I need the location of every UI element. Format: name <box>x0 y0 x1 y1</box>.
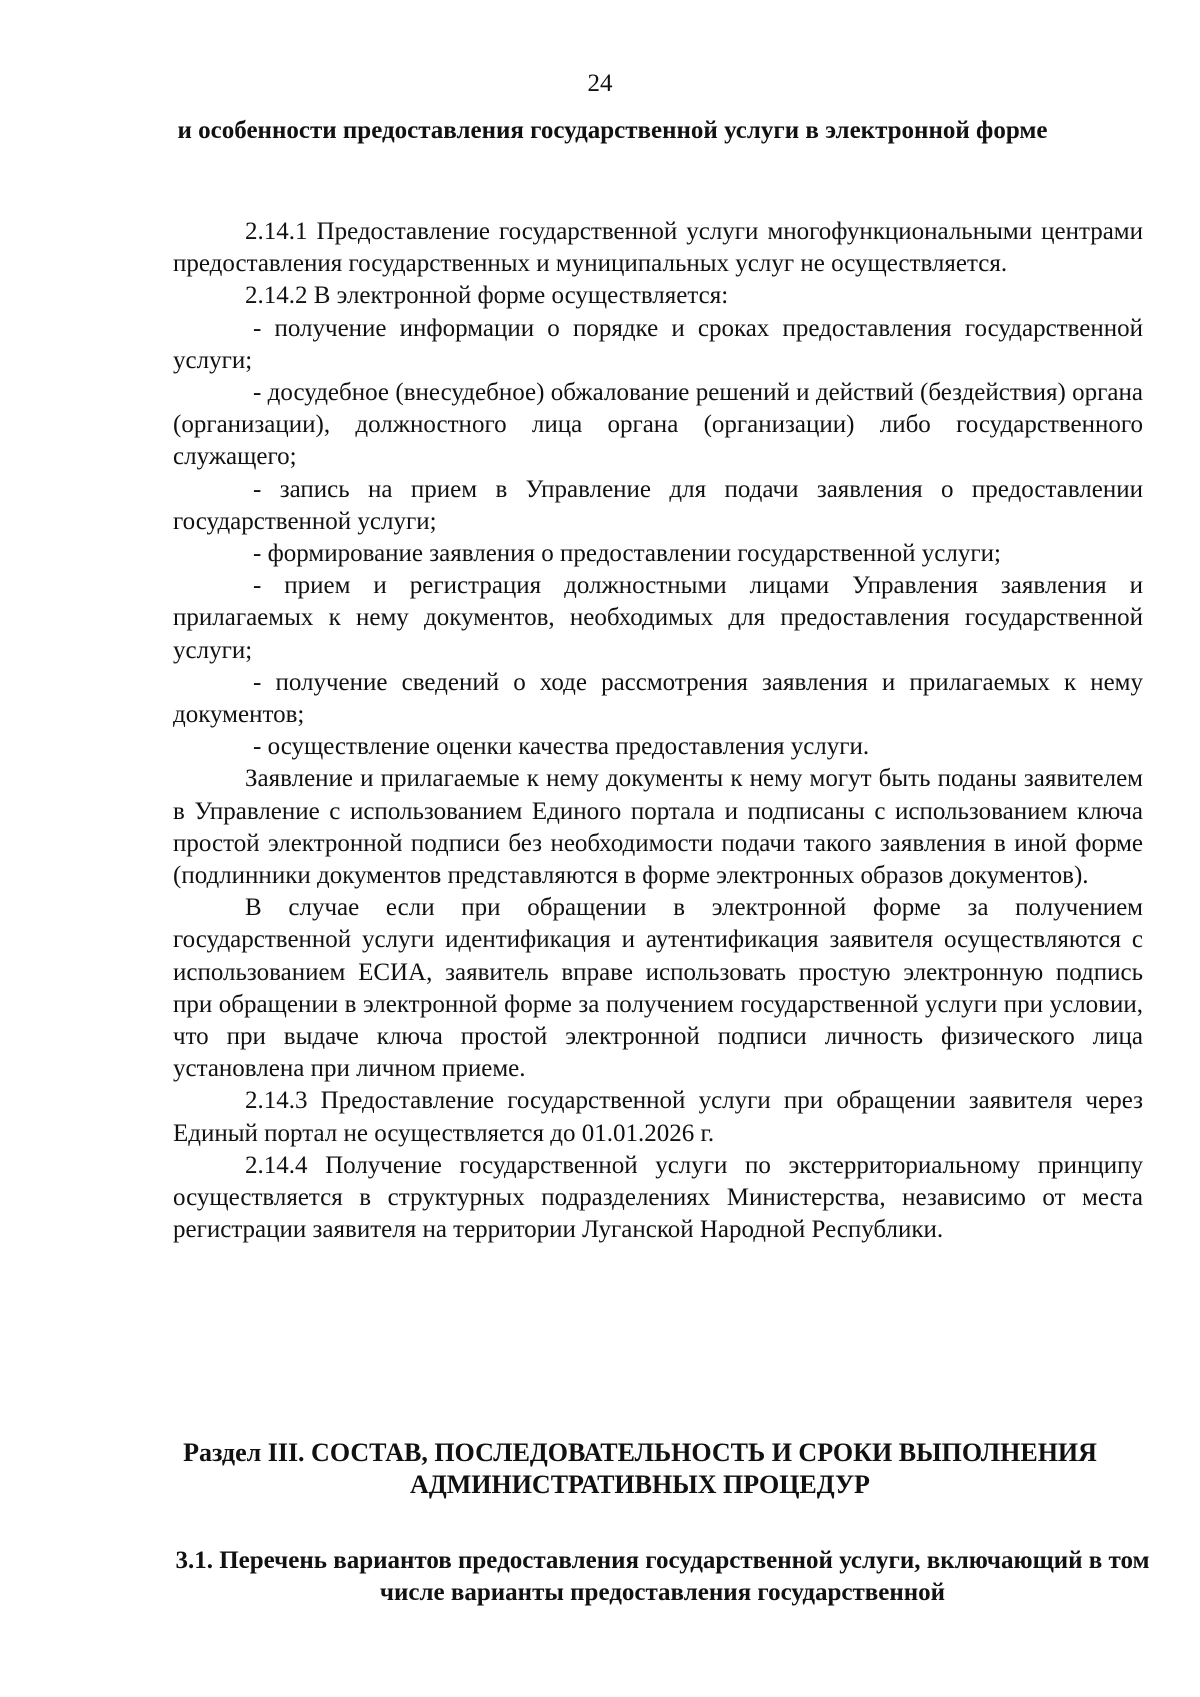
list-item-appointment: - запись на прием в Управление для подачи заявления о предоставлении государственной услуги; <box>173 475 1143 535</box>
subsection-title: 3.1. Перечень вариантов предоставления государственной услуги, включающий в том числе варианты предоставления государственной <box>175 1547 1150 1606</box>
page-number: 24 <box>587 70 613 97</box>
section-heading-continued: и особенности предоставления государственной услуги в электронной форме <box>177 117 1048 144</box>
list-item-registration: - прием и регистрация должностными лицами Управления заявления и прилагаемых к нему документов, необходимых для предоставления государственной услуги; <box>173 572 1143 664</box>
list-item-status-info: - получение сведений о ходе рассмотрения заявления и прилагаемых к нему документов; <box>173 668 1143 729</box>
list-item-quality-rating: - осуществление оценки качества предоставления услуги. <box>253 733 870 761</box>
list-item-information: - получение информации о порядке и сроках предоставления государственной услуги; <box>173 314 1143 374</box>
list-item-application-forming: - формирование заявления о предоставлении государственной услуги; <box>253 540 1001 568</box>
paragraph-esia-signature: В случае если при обращении в электронной форме за получением государственной услуги идентификация и аутентификация заявителя осуществляются с использованием ЕСИА, заявитель вправе использовать простую электронную подпись при обращении в электронной форме за получением государственной услуги при условии, что при выдаче ключа простой электронной подписи личность физического лица установлена при личном приеме. <box>173 894 1143 1083</box>
paragraph-2-14-4: 2.14.4 Получение государственной услуги по экстерриториальному принципу осуществляется в структурных подразделениях Министерства, независимо от места регистрации заявителя на территории Луганской Народной Республики. <box>173 1151 1143 1244</box>
paragraph-2-14-1: 2.14.1 Предоставление государственной услуги многофункциональными центрами предоставления государственных и муниципальных услуг не осуществляется. <box>173 218 1143 278</box>
paragraph-2-14-2: 2.14.2 В электронной форме осуществляется: <box>245 282 729 310</box>
section-title: Раздел III. СОСТАВ, ПОСЛЕДОВАТЕЛЬНОСТЬ И СРОКИ ВЫПОЛНЕНИЯ АДМИНИСТРАТИВНЫХ ПРОЦЕДУР <box>183 1438 1097 1499</box>
paragraph-application-submission: Заявление и прилагаемые к нему документы к нему могут быть поданы заявителем в Управление с использованием Единого портала и подписаны с использованием ключа простой электронной подписи без необходимости подачи такого заявления в иной форме (подлинники документов представляются в форме электронных образов документов). <box>173 765 1143 890</box>
document-body <box>173 216 1143 1247</box>
paragraph-2-14-3: 2.14.3 Предоставление государственной услуги при обращении заявителя через Единый портал не осуществляется до 01.01.2026 г. <box>173 1087 1143 1147</box>
list-item-appeal: - досудебное (внесудебное) обжалование решений и действий (бездействия) органа (организации), должностного лица органа (организации) либо государственного служащего; <box>173 379 1143 471</box>
